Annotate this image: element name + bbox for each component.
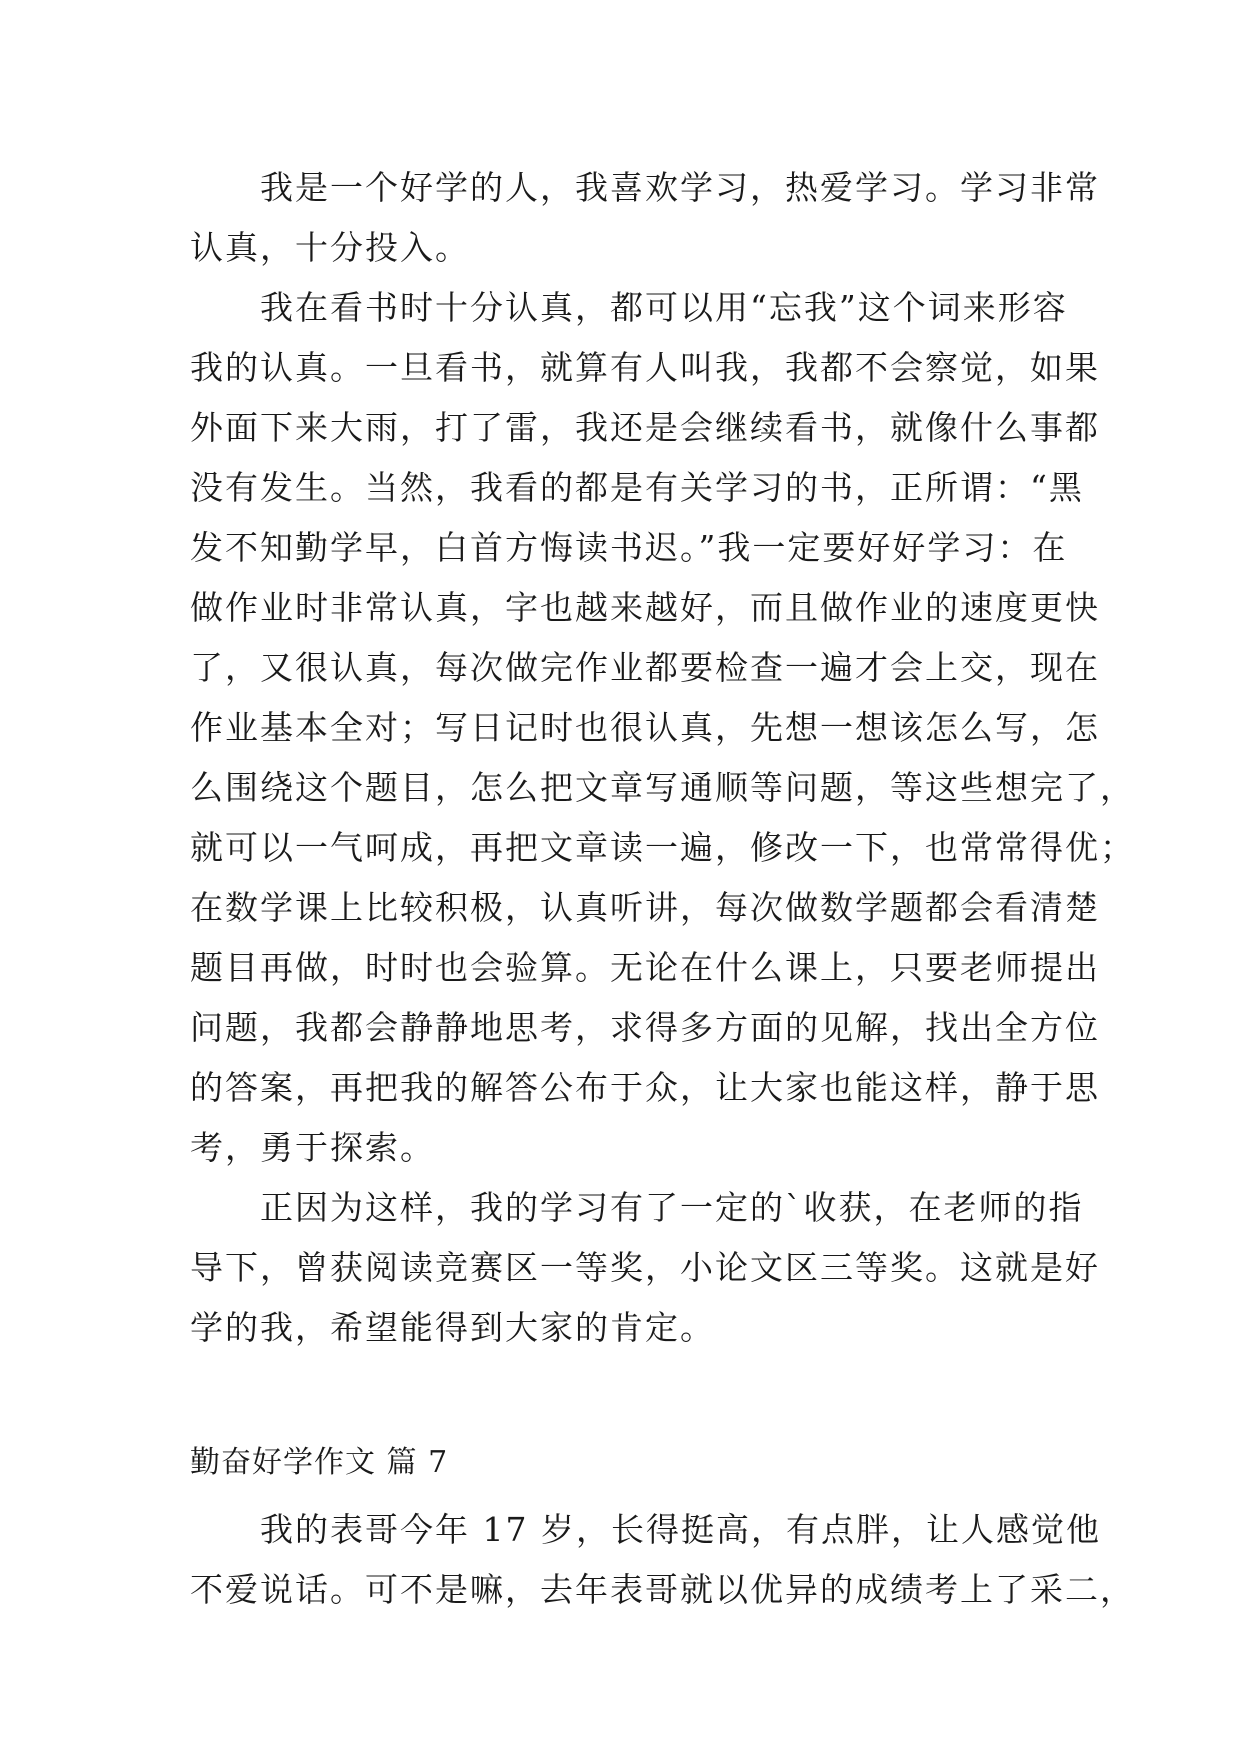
text-line: 我的表哥今年 17 岁，长得挺高，有点胖，让人感觉他 xyxy=(190,1510,1101,1549)
text-line: 正因为这样，我的学习有了一定的`收获，在老师的指 xyxy=(190,1188,1084,1227)
text-line: 题目再做，时时也会验算。无论在什么课上，只要老师提出 xyxy=(190,948,1100,987)
text-line: 在数学课上比较积极，认真听讲，每次做数学题都会看清楚 xyxy=(190,888,1100,927)
text-line: 作业基本全对；写日记时也很认真，先想一想该怎么写，怎 xyxy=(190,708,1100,747)
text-line: 不爱说话。可不是嘛，去年表哥就以优异的成绩考上了采二， xyxy=(190,1570,1135,1609)
section-heading: 勤奋好学作文 篇 7 xyxy=(190,1445,449,1480)
text-line: 么围绕这个题目，怎么把文章写通顺等问题，等这些想完了， xyxy=(190,768,1135,807)
text-line: 了，又很认真，每次做完作业都要检查一遍才会上交，现在 xyxy=(190,648,1100,687)
text-line: 导下，曾获阅读竞赛区一等奖，小论文区三等奖。这就是好 xyxy=(190,1248,1100,1287)
text-line: 我的认真。一旦看书，就算有人叫我，我都不会察觉，如果 xyxy=(190,348,1100,387)
text-line: 认真，十分投入。 xyxy=(190,228,470,267)
text-line: 的答案，再把我的解答公布于众，让大家也能这样，静于思 xyxy=(190,1068,1100,1107)
section-one xyxy=(190,158,1135,1358)
text-line: 问题，我都会静静地思考，求得多方面的见解，找出全方位 xyxy=(190,1008,1100,1047)
text-line: 做作业时非常认真，字也越来越好，而且做作业的速度更快 xyxy=(190,588,1100,627)
document-content xyxy=(190,158,1135,1620)
text-line: 没有发生。当然，我看的都是有关学习的书，正所谓：“黑 xyxy=(190,468,1084,507)
section-two xyxy=(190,1500,1135,1620)
text-line: 考，勇于探索。 xyxy=(190,1128,435,1167)
text-line: 我在看书时十分认真，都可以用“忘我”这个词来形容 xyxy=(190,288,1068,327)
text-line: 学的我，希望能得到大家的肯定。 xyxy=(190,1308,715,1347)
text-line: 外面下来大雨，打了雷，我还是会继续看书，就像什么事都 xyxy=(190,408,1100,447)
text-line: 就可以一气呵成，再把文章读一遍，修改一下，也常常得优； xyxy=(190,828,1135,867)
text-line: 我是一个好学的人，我喜欢学习，热爱学习。学习非常 xyxy=(190,168,1100,207)
text-line: 发不知勤学早，白首方悔读书迟。”我一定要好好学习：在 xyxy=(190,528,1068,567)
